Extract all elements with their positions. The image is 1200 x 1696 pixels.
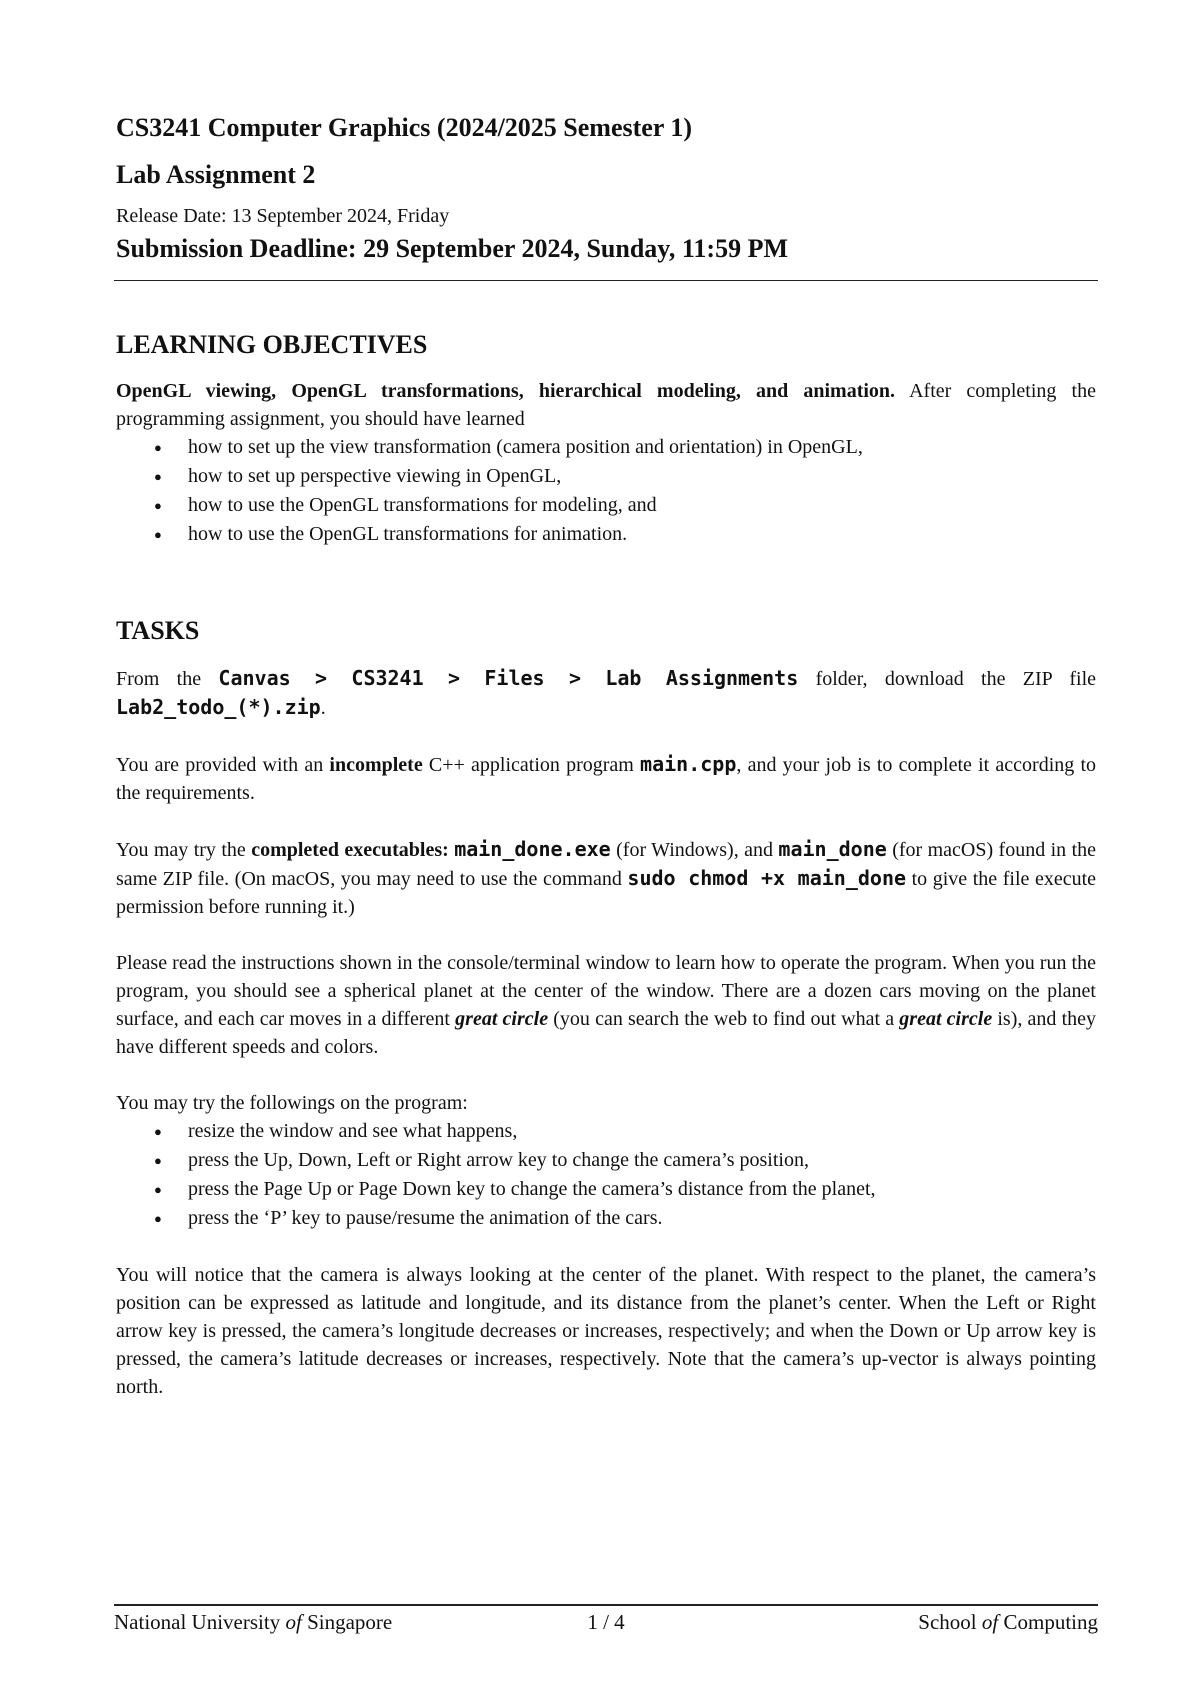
tasks-try-intro: You may try the followings on the program:: [116, 1091, 468, 1114]
tasks-heading: TASKS: [116, 616, 200, 645]
text-run: (for Windows), and: [610, 838, 779, 861]
tasks-executables-paragraph: [116, 835, 1096, 921]
objectives-lead-bold: OpenGL viewing, OpenGL transformations, hierarchical modeling, and animation.: [116, 380, 896, 402]
text-run: Please read the instructions shown in the console/terminal window to learn how to operate the program. When you run the program, you should see a spherical planet at the center of the window. There are a dozen cars moving on the planet surface, and each car moves in a different: [116, 951, 1096, 1030]
main-cpp-file: main.cpp: [640, 751, 737, 776]
objectives-list: [116, 433, 1096, 549]
objectives-lead-rest: After completing the programming assignment, you should have learned: [116, 380, 1096, 430]
objectives-heading: LEARNING OBJECTIVES: [116, 329, 428, 359]
release-date: Release Date: 13 September 2024, Friday: [116, 205, 450, 227]
emphasis-great-circle: great circle: [899, 1007, 993, 1030]
list-item: ● press the Page Up or Page Down key to change the camera’s distance from the planet,: [188, 1175, 1096, 1204]
text-run: C++ application program: [422, 753, 641, 776]
list-item: ● press the ‘P’ key to pause/resume the animation of the cars.: [188, 1204, 1096, 1233]
tasks-camera-paragraph: You will notice that the camera is always looking at the center of the planet. With respect to the planet, the camera’s position can be expressed as latitude and longitude, and its distance from the planet’s center. When the Left or Right arrow key is pressed, the camera’s longitude decreases or increases, respectively; and when the Down or Up arrow key is pressed, the camera’s latitude decreases or increases, respectively. Note that the camera’s up-vector is always pointing north.: [116, 1263, 1096, 1398]
text-run: You may try the: [116, 838, 252, 861]
text-run: is), and they have different speeds and colors.: [116, 1007, 1097, 1058]
text-run: , and your job is to complete it according to the requirements.: [116, 753, 1097, 804]
text-run: .: [320, 696, 326, 719]
assignment-title: Lab Assignment 2: [116, 159, 316, 189]
chmod-command: sudo chmod +x main_done: [627, 865, 907, 890]
list-item: ● how to set up the view transformation (camera position and orientation) in OpenGL,: [188, 433, 1096, 462]
list-item: ● press the Up, Down, Left or Right arrow key to change the camera’s position,: [188, 1146, 1096, 1175]
course-title: CS3241 Computer Graphics (2024/2025 Semester 1): [116, 113, 693, 142]
text-run: (for macOS) found in the same ZIP file. (On macOS, you may need to use the command: [116, 838, 1097, 890]
emphasis-incomplete: incomplete: [329, 753, 423, 776]
document-page: [116, 112, 1096, 1401]
list-item: ● how to use the OpenGL transformations for animation.: [188, 520, 1096, 549]
text-run: (you can search the web to find out what a: [548, 1007, 900, 1030]
text-run: National University: [114, 1610, 286, 1634]
page-number: 1 / 4: [587, 1610, 625, 1634]
text-run: of: [285, 1610, 302, 1634]
tasks-instructions-paragraph: [116, 949, 1096, 1061]
text-run: Singapore: [301, 1610, 393, 1634]
text-run: From the: [116, 667, 219, 690]
tasks-incomplete-paragraph: [116, 750, 1096, 807]
objectives-intro: [116, 377, 1096, 433]
page-footer: [114, 1604, 1098, 1635]
header-divider: [114, 280, 1098, 281]
submission-deadline: Submission Deadline: 29 September 2024, Sunday, 11:59 PM: [116, 234, 789, 263]
emphasis-executables: completed executables:: [251, 838, 455, 861]
emphasis-great-circle: great circle: [455, 1007, 549, 1030]
text-run: to give the file execute permission before running it.): [116, 867, 1097, 918]
list-item: ● how to use the OpenGL transformations for modeling, and: [188, 491, 1096, 520]
windows-executable: main_done.exe: [454, 836, 611, 861]
text-run: School: [918, 1610, 982, 1634]
tasks-download-paragraph: [116, 664, 1096, 722]
text-run: folder, download the ZIP file: [798, 667, 1097, 690]
zip-file-name: Lab2_todo_(*).zip: [116, 694, 321, 719]
list-item: ● how to set up perspective viewing in OpenGL,: [188, 462, 1096, 491]
text-run: You are provided with an: [116, 753, 330, 776]
canvas-folder-path: Canvas > CS3241 > Files > Lab Assignments: [218, 665, 799, 690]
macos-executable: main_done: [778, 836, 887, 861]
text-run: of: [981, 1610, 999, 1634]
text-run: Computing: [998, 1610, 1098, 1634]
try-list: [116, 1117, 1096, 1233]
list-item: ● resize the window and see what happens,: [188, 1117, 1096, 1146]
